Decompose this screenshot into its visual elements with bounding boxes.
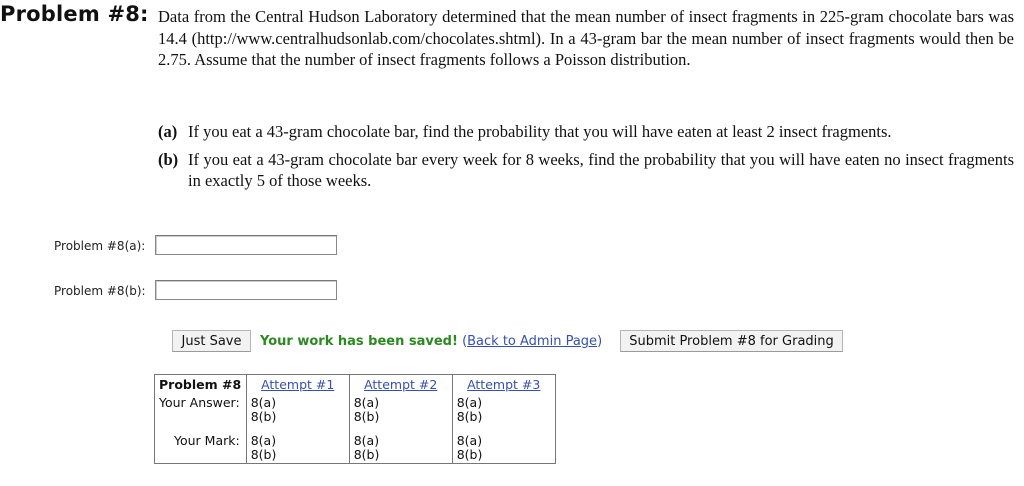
attempt-2-link[interactable]: Attempt #2	[349, 375, 452, 396]
submit-for-grading-button[interactable]: Submit Problem #8 for Grading	[620, 330, 843, 352]
answer-b-input[interactable]	[155, 280, 337, 300]
part-a-label: (a)	[158, 122, 178, 141]
problem-statement-text: Data from the Central Hudson Laboratory determined that the mean number of insect fragments in 225-gram chocolate bars was 14.4 (http://www.centralhudsonlab.com/chocolates.shtml). In a 43-gram bar the mean number of insect fragments would then be 2.75. Assume that the number of insect fragments follows a Poisson distribution.	[158, 7, 1014, 69]
spacer-cell	[452, 425, 555, 433]
problem-title: Problem #8:	[0, 2, 149, 26]
back-to-admin-link[interactable]: Back to Admin Page	[467, 334, 598, 349]
attempt-1-mark-a: 8(a)	[250, 433, 277, 448]
attempt-3-mark	[452, 433, 555, 464]
saved-message: Your work has been saved!	[260, 334, 458, 349]
answer-row	[155, 395, 556, 425]
answer-a-label: Problem #8(a):	[54, 239, 146, 253]
attempts-header-row	[155, 375, 556, 396]
attempt-3-mark-a: 8(a)	[456, 433, 483, 448]
attempt-3-link[interactable]: Attempt #3	[452, 375, 555, 396]
save-status	[260, 334, 602, 349]
attempt-3-answer	[452, 395, 555, 425]
table-spacer-row	[155, 425, 556, 433]
mark-row	[155, 433, 556, 464]
attempts-problem-header: Problem #8	[159, 377, 242, 392]
attempt-1-answer-a: 8(a)	[250, 395, 277, 410]
part-b	[158, 149, 1014, 192]
problem-statement	[158, 6, 1014, 71]
attempt-2-answer	[349, 395, 452, 425]
attempt-2-answer-a: 8(a)	[353, 395, 380, 410]
attempt-3-answer-b: 8(b)	[456, 409, 483, 424]
mark-row-label: Your Mark:	[174, 433, 240, 448]
spacer-cell	[246, 425, 349, 433]
attempt-2-mark-a: 8(a)	[353, 433, 380, 448]
attempt-2-mark	[349, 433, 452, 464]
part-b-label: (b)	[158, 149, 179, 169]
attempts-table	[154, 374, 556, 464]
part-a	[158, 121, 1014, 143]
spacer-cell	[155, 425, 247, 433]
part-b-text: If you eat a 43-gram chocolate bar every week for 8 weeks, find the probability that you will have eaten no insect fragments in exactly 5 of those weeks.	[188, 149, 1014, 190]
open-paren: (	[462, 334, 468, 349]
attempt-3-mark-b: 8(b)	[456, 447, 483, 462]
answer-row-label: Your Answer:	[159, 395, 240, 410]
attempt-1-mark	[246, 433, 349, 464]
attempt-2-mark-b: 8(b)	[353, 447, 380, 462]
attempt-1-mark-b: 8(b)	[250, 447, 277, 462]
just-save-button[interactable]: Just Save	[172, 330, 251, 352]
spacer-cell	[349, 425, 452, 433]
attempt-3-answer-a: 8(a)	[456, 395, 483, 410]
answer-b-label: Problem #8(b):	[54, 284, 146, 298]
attempt-1-answer-b: 8(b)	[250, 409, 277, 424]
attempt-1-answer	[246, 395, 349, 425]
answer-a-input[interactable]	[155, 235, 337, 255]
problem-parts	[158, 121, 1014, 198]
close-paren: )	[597, 334, 603, 349]
attempt-1-link[interactable]: Attempt #1	[246, 375, 349, 396]
attempt-2-answer-b: 8(b)	[353, 409, 380, 424]
part-a-text: If you eat a 43-gram chocolate bar, find the probability that you will have eaten at least 2 insect fragments.	[188, 122, 892, 141]
